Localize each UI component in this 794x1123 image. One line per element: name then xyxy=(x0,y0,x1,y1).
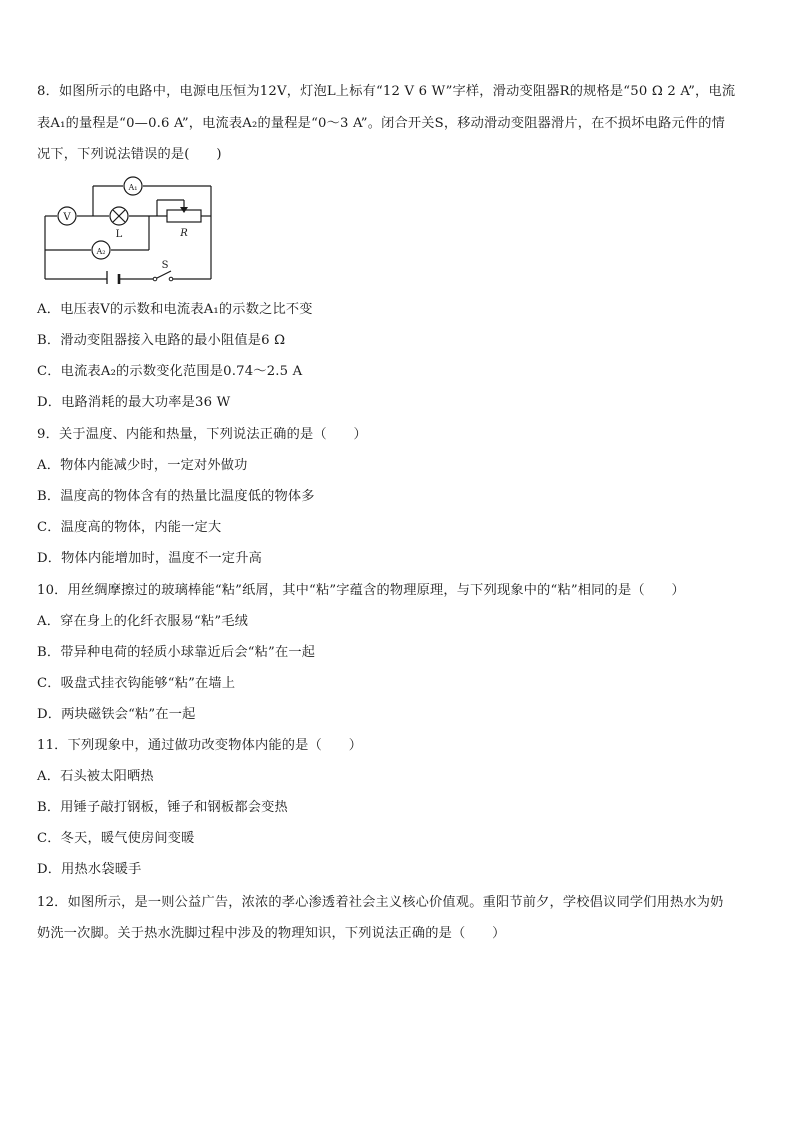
q10-option-a: A．穿在身上的化纤衣服易“粘”毛绒 xyxy=(37,614,249,629)
q11-stem: 11．下列现象中，通过做功改变物体内能的是（ ） xyxy=(37,738,363,753)
q10-option-c: C．吸盘式挂衣钩能够“粘”在墙上 xyxy=(37,676,236,691)
q8-option-a: A．电压表V的示数和电流表A₁的示数之比不变 xyxy=(37,302,313,317)
q9-stem: 9．关于温度、内能和热量，下列说法正确的是（ ） xyxy=(37,427,367,442)
q10-stem: 10．用丝绸摩擦过的玻璃棒能“粘”纸屑，其中“粘”字蕴含的物理原理，与下列现象中的“粘”相同的是（ ） xyxy=(37,583,685,598)
rheostat-label: R xyxy=(180,228,188,239)
q12-stem-line-2: 奶洗一次脚。关于热水洗脚过程中涉及的物理知识，下列说法正确的是（ ） xyxy=(37,926,506,941)
q10-option-b: B．带异种电荷的轻质小球靠近后会“粘”在一起 xyxy=(37,645,316,660)
ammeter-a1-label: A₁ xyxy=(128,183,138,192)
q8-stem-line-2: 表A₁的量程是“0—0.6 A”，电流表A₂的量程是“0～3 A”。闭合开关S，移动滑动变阻器滑片，在不损坏电路元件的情 xyxy=(37,116,725,131)
switch-label: S xyxy=(161,260,169,271)
q11-option-c: C．冬天，暖气使房间变暖 xyxy=(37,831,195,846)
voltmeter-label: V xyxy=(63,212,71,223)
q8-stem-line-1: 8．如图所示的电路中，电源电压恒为12V，灯泡L上标有“12 V 6 W”字样，滑动变阻器R的规格是“50 Ω 2 A”，电流 xyxy=(37,84,736,99)
q8-stem-line-3: 况下，下列说法错误的是( ) xyxy=(37,147,222,162)
ammeter-a2-label: A₂ xyxy=(96,247,106,256)
circuit-diagram xyxy=(37,176,217,284)
q9-option-b: B．温度高的物体含有的热量比温度低的物体多 xyxy=(37,489,315,504)
q10-option-d: D．两块磁铁会“粘”在一起 xyxy=(37,707,196,722)
q8-option-b: B．滑动变阻器接入电路的最小阻值是6 Ω xyxy=(37,333,286,348)
q8-option-d: D．电路消耗的最大功率是36 W xyxy=(37,395,231,410)
q11-option-d: D．用热水袋暖手 xyxy=(37,862,142,877)
q8-option-c: C．电流表A₂的示数变化范围是0.74～2.5 A xyxy=(37,364,303,379)
lamp-label: L xyxy=(115,229,123,240)
q9-option-c: C．温度高的物体，内能一定大 xyxy=(37,520,222,535)
q9-option-d: D．物体内能增加时，温度不一定升高 xyxy=(37,551,262,566)
q11-option-b: B．用锤子敲打钢板，锤子和钢板都会变热 xyxy=(37,800,288,815)
q9-option-a: A．物体内能减少时，一定对外做功 xyxy=(37,458,248,473)
q11-option-a: A．石头被太阳晒热 xyxy=(37,769,154,784)
q12-stem-line-1: 12．如图所示，是一则公益广告，浓浓的孝心渗透着社会主义核心价值观。重阳节前夕，学校倡议同学们用热水为奶 xyxy=(37,895,724,910)
